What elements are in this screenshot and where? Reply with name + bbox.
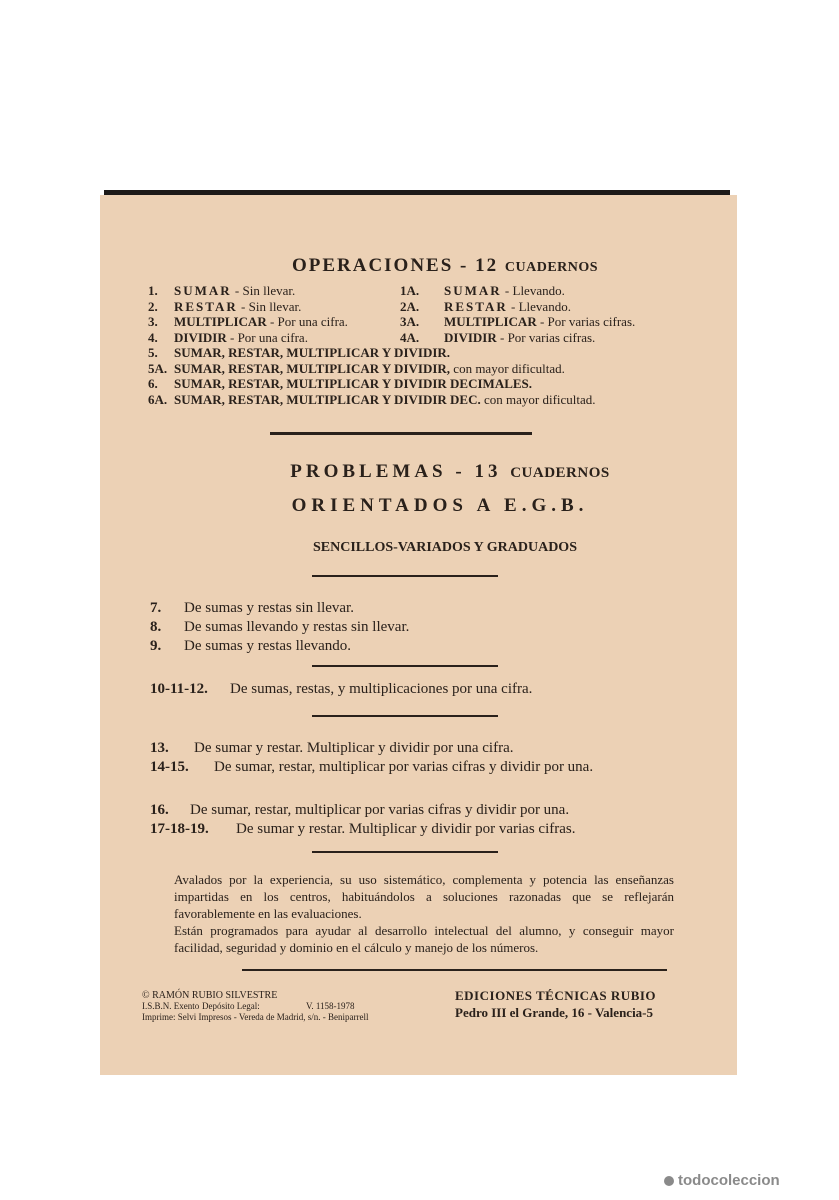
list-item [148, 314, 635, 330]
imprint-block [142, 990, 369, 1023]
item-text: SUMAR - Sin llevar. [174, 283, 296, 298]
item-text: SUMAR, RESTAR, MULTIPLICAR Y DIVIDIR. [174, 345, 451, 360]
item-number: 6A. [148, 391, 168, 407]
description-text-1: Avalados por la experiencia, su uso sistemático, complementa y potencia las enseñanzas impartidas en los centros, habituándolos a soluciones razonadas que se reflejarán favorablemente en las evaluaciones. [174, 872, 674, 921]
item-number: 4A. [400, 329, 420, 345]
divider [312, 575, 498, 577]
list-item [148, 392, 635, 408]
description-text-2: Están programados para ayudar al desarrollo intelectual del alumno, y conseguir mayor facilidad, seguridad y dominio en el cálculo y manejo de los números. [174, 923, 674, 955]
watermark-icon [664, 1176, 674, 1186]
item-text: MULTIPLICAR - Por una cifra. [174, 314, 348, 329]
item-number: 2. [148, 298, 158, 314]
problemas-title-small: CUADERNOS [510, 465, 610, 481]
list-item: 10-11-12. De sumas, restas, y multiplicaciones por una cifra. [150, 681, 533, 697]
item-number: 3. [148, 314, 158, 329]
item-text: SUMAR - Llevando. [444, 283, 565, 298]
list-item [148, 376, 635, 392]
divider [312, 851, 498, 853]
item-text: RESTAR - Llevando. [444, 298, 571, 314]
item-text: SUMAR, RESTAR, MULTIPLICAR Y DIVIDIR DEC. con mayor dificultad. [174, 391, 596, 407]
legal-line: I.S.B.N. Exento Depósito Legal: V. 1158-1978 [142, 1001, 355, 1011]
list-item: 14-15. De sumar, restar, multiplicar por varias cifras y dividir por una. [150, 759, 594, 775]
problemas-group-3 [150, 739, 593, 777]
copyright: © RAMÓN RUBIO SILVESTRE [142, 990, 278, 1001]
divider [312, 715, 498, 717]
printer-line: Imprime: Selvi Impresos - Vereda de Madrid, s/n. - Beniparrell [142, 1012, 369, 1022]
operaciones-title-main: OPERACIONES - 12 [291, 255, 499, 276]
item-text: DIVIDIR - Por varias cifras. [444, 329, 596, 345]
list-item: 8. De sumas llevando y restas sin llevar. [150, 619, 410, 635]
problemas-subtitle: ORIENTADOS A E.G.B. [291, 495, 589, 516]
item-text: RESTAR - Sin llevar. [174, 298, 302, 314]
item-text: SUMAR, RESTAR, MULTIPLICAR Y DIVIDIR, con mayor dificultad. [174, 360, 565, 376]
list-item [148, 299, 635, 315]
booklet-back-cover [100, 195, 737, 1075]
section-divider [270, 432, 532, 435]
divider [312, 665, 498, 667]
item-text: DIVIDIR - Por una cifra. [174, 329, 308, 345]
problemas-title-main: PROBLEMAS - 13 [290, 461, 502, 482]
operaciones-title-small: CUADERNOS [504, 260, 599, 275]
item-number: 5. [148, 345, 158, 360]
problemas-title [100, 461, 800, 483]
list-item: 16. De sumar, restar, multiplicar por varias cifras y dividir por una. [150, 802, 570, 818]
publisher-block [455, 987, 656, 1021]
item-number: 6. [148, 376, 158, 391]
item-number: 2A. [400, 298, 420, 314]
problemas-group-4 [150, 801, 576, 839]
operaciones-title [100, 255, 790, 277]
item-number: 4. [148, 329, 158, 345]
description-paragraph [174, 871, 674, 956]
problemas-tagline: SENCILLOS-VARIADOS Y GRADUADOS [313, 540, 577, 555]
list-item [148, 283, 635, 299]
publisher-address: Pedro III el Grande, 16 - Valencia-5 [455, 1005, 654, 1020]
problemas-group-2 [150, 681, 532, 698]
item-number: 5A. [148, 360, 168, 376]
item-text: MULTIPLICAR - Por varias cifras. [444, 314, 636, 329]
list-item: 9. De sumas y restas llevando. [150, 638, 352, 654]
list-item: 7. De sumas y restas sin llevar. [150, 600, 354, 616]
list-item [148, 330, 635, 346]
operaciones-list [148, 283, 635, 407]
publisher-name: EDICIONES TÉCNICAS RUBIO [455, 988, 657, 1003]
watermark: todocoleccion [664, 1172, 780, 1189]
item-number: 1A. [400, 283, 420, 298]
list-item [148, 361, 635, 377]
list-item: 17-18-19. De sumar y restar. Multiplicar y dividir por varias cifras. [150, 821, 576, 837]
problemas-group-1 [150, 599, 409, 656]
list-item [148, 345, 635, 361]
list-item: 13. De sumar y restar. Multiplicar y dividir por una cifra. [150, 740, 514, 756]
item-number: 1. [148, 283, 158, 298]
footer-divider [242, 969, 667, 971]
item-number: 3A. [400, 314, 420, 329]
item-text: SUMAR, RESTAR, MULTIPLICAR Y DIVIDIR DECIMALES. [174, 376, 533, 391]
